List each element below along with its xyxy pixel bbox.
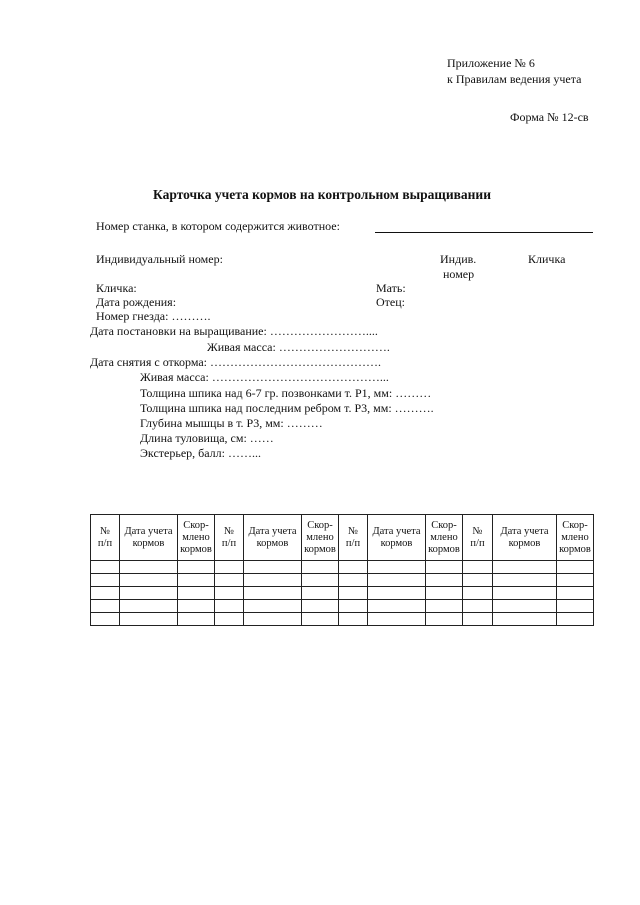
column-header [426, 515, 463, 561]
column-header [178, 515, 215, 561]
table-row [91, 561, 594, 574]
table-cell[interactable] [215, 587, 244, 600]
column-header-line: кормов [180, 543, 212, 555]
table-row [91, 574, 594, 587]
table-cell[interactable] [178, 600, 215, 613]
table-cell[interactable] [120, 613, 178, 626]
form-number: Форма № 12-св [510, 110, 589, 124]
feed-records-table [90, 514, 594, 626]
column-header-line: п/п [345, 537, 361, 549]
table-cell[interactable] [178, 587, 215, 600]
nickname-column-label: Кличка [528, 252, 566, 266]
table-cell[interactable] [463, 587, 493, 600]
table-cell[interactable] [244, 587, 302, 600]
table-cell[interactable] [91, 587, 120, 600]
column-header-line: Скор- [307, 519, 333, 531]
table-cell[interactable] [557, 561, 594, 574]
table-cell[interactable] [426, 561, 463, 574]
column-header-line: кормов [256, 537, 289, 549]
column-header-line: Скор- [562, 519, 588, 531]
column-header-line: № [347, 525, 359, 537]
column-header-line: Скор- [431, 519, 457, 531]
table-cell[interactable] [339, 587, 368, 600]
table-cell[interactable] [557, 600, 594, 613]
column-header-line: Дата учета [124, 525, 173, 537]
table-cell[interactable] [339, 613, 368, 626]
table-cell[interactable] [120, 574, 178, 587]
mother-label: Мать: [376, 281, 406, 295]
muscle-depth-label: Глубина мышцы в т. Р3, мм: ……… [140, 416, 323, 430]
table-cell[interactable] [302, 613, 339, 626]
indiv-number-label-line1: Индив. [440, 252, 477, 266]
father-label: Отец: [376, 295, 405, 309]
appendix-label: Приложение № 6 [447, 56, 535, 70]
table-body [91, 561, 594, 626]
table-cell[interactable] [339, 574, 368, 587]
table-cell[interactable] [493, 561, 557, 574]
table-cell[interactable] [120, 600, 178, 613]
table-row [91, 613, 594, 626]
table-cell[interactable] [463, 613, 493, 626]
column-header-line: кормов [428, 543, 460, 555]
table-cell[interactable] [302, 561, 339, 574]
column-header [215, 515, 244, 561]
fat-thickness-p3-label: Толщина шпика над последним ребром т. Р3, мм: ………. [140, 401, 434, 415]
birth-date-label: Дата рождения: [96, 295, 177, 309]
table-cell[interactable] [368, 561, 426, 574]
column-header [493, 515, 557, 561]
table-cell[interactable] [368, 613, 426, 626]
table-cell[interactable] [557, 587, 594, 600]
table-cell[interactable] [91, 613, 120, 626]
table-cell[interactable] [463, 600, 493, 613]
table-cell[interactable] [120, 561, 178, 574]
removal-date-label: Дата снятия с откорма: ……………………………………. [90, 355, 381, 369]
column-header-line: кормов [559, 543, 591, 555]
column-header-line: Скор- [183, 519, 209, 531]
table-cell[interactable] [493, 613, 557, 626]
column-header-line: млено [561, 531, 589, 543]
table-cell[interactable] [493, 600, 557, 613]
table-cell[interactable] [91, 561, 120, 574]
table-cell[interactable] [244, 574, 302, 587]
placement-date-label: Дата постановки на выращивание: …………………….... [90, 324, 378, 338]
individual-number-label: Индивидуальный номер: [96, 252, 223, 266]
column-header-line: Дата учета [500, 525, 549, 537]
table-cell[interactable] [91, 574, 120, 587]
exterior-score-label: Экстерьер, балл: ……... [140, 446, 261, 460]
table-cell[interactable] [557, 574, 594, 587]
table-cell[interactable] [91, 600, 120, 613]
table-cell[interactable] [215, 613, 244, 626]
table-cell[interactable] [215, 561, 244, 574]
live-weight-end-label: Живая масса: ……………………………………... [140, 370, 389, 384]
appendix-reference: к Правилам ведения учета [447, 72, 582, 86]
column-header-line: кормов [132, 537, 165, 549]
table-row [91, 587, 594, 600]
column-header [91, 515, 120, 561]
live-weight-start-label: Живая масса: ………………………. [207, 340, 390, 354]
table-row [91, 600, 594, 613]
table-cell[interactable] [215, 574, 244, 587]
column-header [339, 515, 368, 561]
column-header [302, 515, 339, 561]
table-cell[interactable] [244, 600, 302, 613]
table-cell[interactable] [368, 574, 426, 587]
column-header [557, 515, 594, 561]
pen-number-label: Номер станка, в котором содержится животное: [96, 219, 340, 233]
table-cell[interactable] [493, 587, 557, 600]
column-header-line: млено [306, 531, 334, 543]
column-header-line: кормов [304, 543, 336, 555]
table-cell[interactable] [302, 574, 339, 587]
table-cell[interactable] [426, 587, 463, 600]
table-cell[interactable] [463, 574, 493, 587]
table-cell[interactable] [178, 561, 215, 574]
column-header [368, 515, 426, 561]
table-cell[interactable] [426, 574, 463, 587]
table-cell[interactable] [557, 613, 594, 626]
body-length-label: Длина туловища, см: …… [140, 431, 274, 445]
table-cell[interactable] [215, 600, 244, 613]
column-header [244, 515, 302, 561]
column-header-line: кормов [508, 537, 541, 549]
table-cell[interactable] [178, 613, 215, 626]
pen-number-fill-line [375, 232, 593, 233]
column-header-line: кормов [380, 537, 413, 549]
table-cell[interactable] [368, 600, 426, 613]
table-cell[interactable] [178, 574, 215, 587]
indiv-number-label-line2: номер [443, 267, 475, 281]
fat-thickness-p1-label: Толщина шпика над 6-7 гр. позвонками т. Р1, мм: ……… [140, 386, 432, 400]
table-cell[interactable] [120, 587, 178, 600]
table-cell[interactable] [339, 600, 368, 613]
column-header-line: № [223, 525, 235, 537]
nest-number-label: Номер гнезда: ………. [96, 309, 211, 323]
column-header-line: Дата учета [248, 525, 297, 537]
column-header [120, 515, 178, 561]
column-header-line: п/п [221, 537, 237, 549]
table-cell[interactable] [463, 561, 493, 574]
nickname-label: Кличка: [96, 281, 137, 295]
column-header-line: п/п [470, 537, 485, 549]
table-cell[interactable] [339, 561, 368, 574]
table-cell[interactable] [244, 613, 302, 626]
table-cell[interactable] [302, 587, 339, 600]
table-cell[interactable] [426, 613, 463, 626]
table-header-row [91, 515, 594, 561]
table-cell[interactable] [302, 600, 339, 613]
column-header-line: млено [182, 531, 210, 543]
table-cell[interactable] [493, 574, 557, 587]
column-header-line: № [99, 525, 111, 537]
column-header-line: Дата учета [372, 525, 421, 537]
document-title: Карточка учета кормов на контрольном выращивании [153, 187, 491, 202]
table-cell[interactable] [244, 561, 302, 574]
column-header [463, 515, 493, 561]
column-header-line: № [472, 525, 483, 537]
column-header-line: млено [430, 531, 458, 543]
column-header-line: п/п [97, 537, 113, 549]
table-cell[interactable] [368, 587, 426, 600]
table-cell[interactable] [426, 600, 463, 613]
